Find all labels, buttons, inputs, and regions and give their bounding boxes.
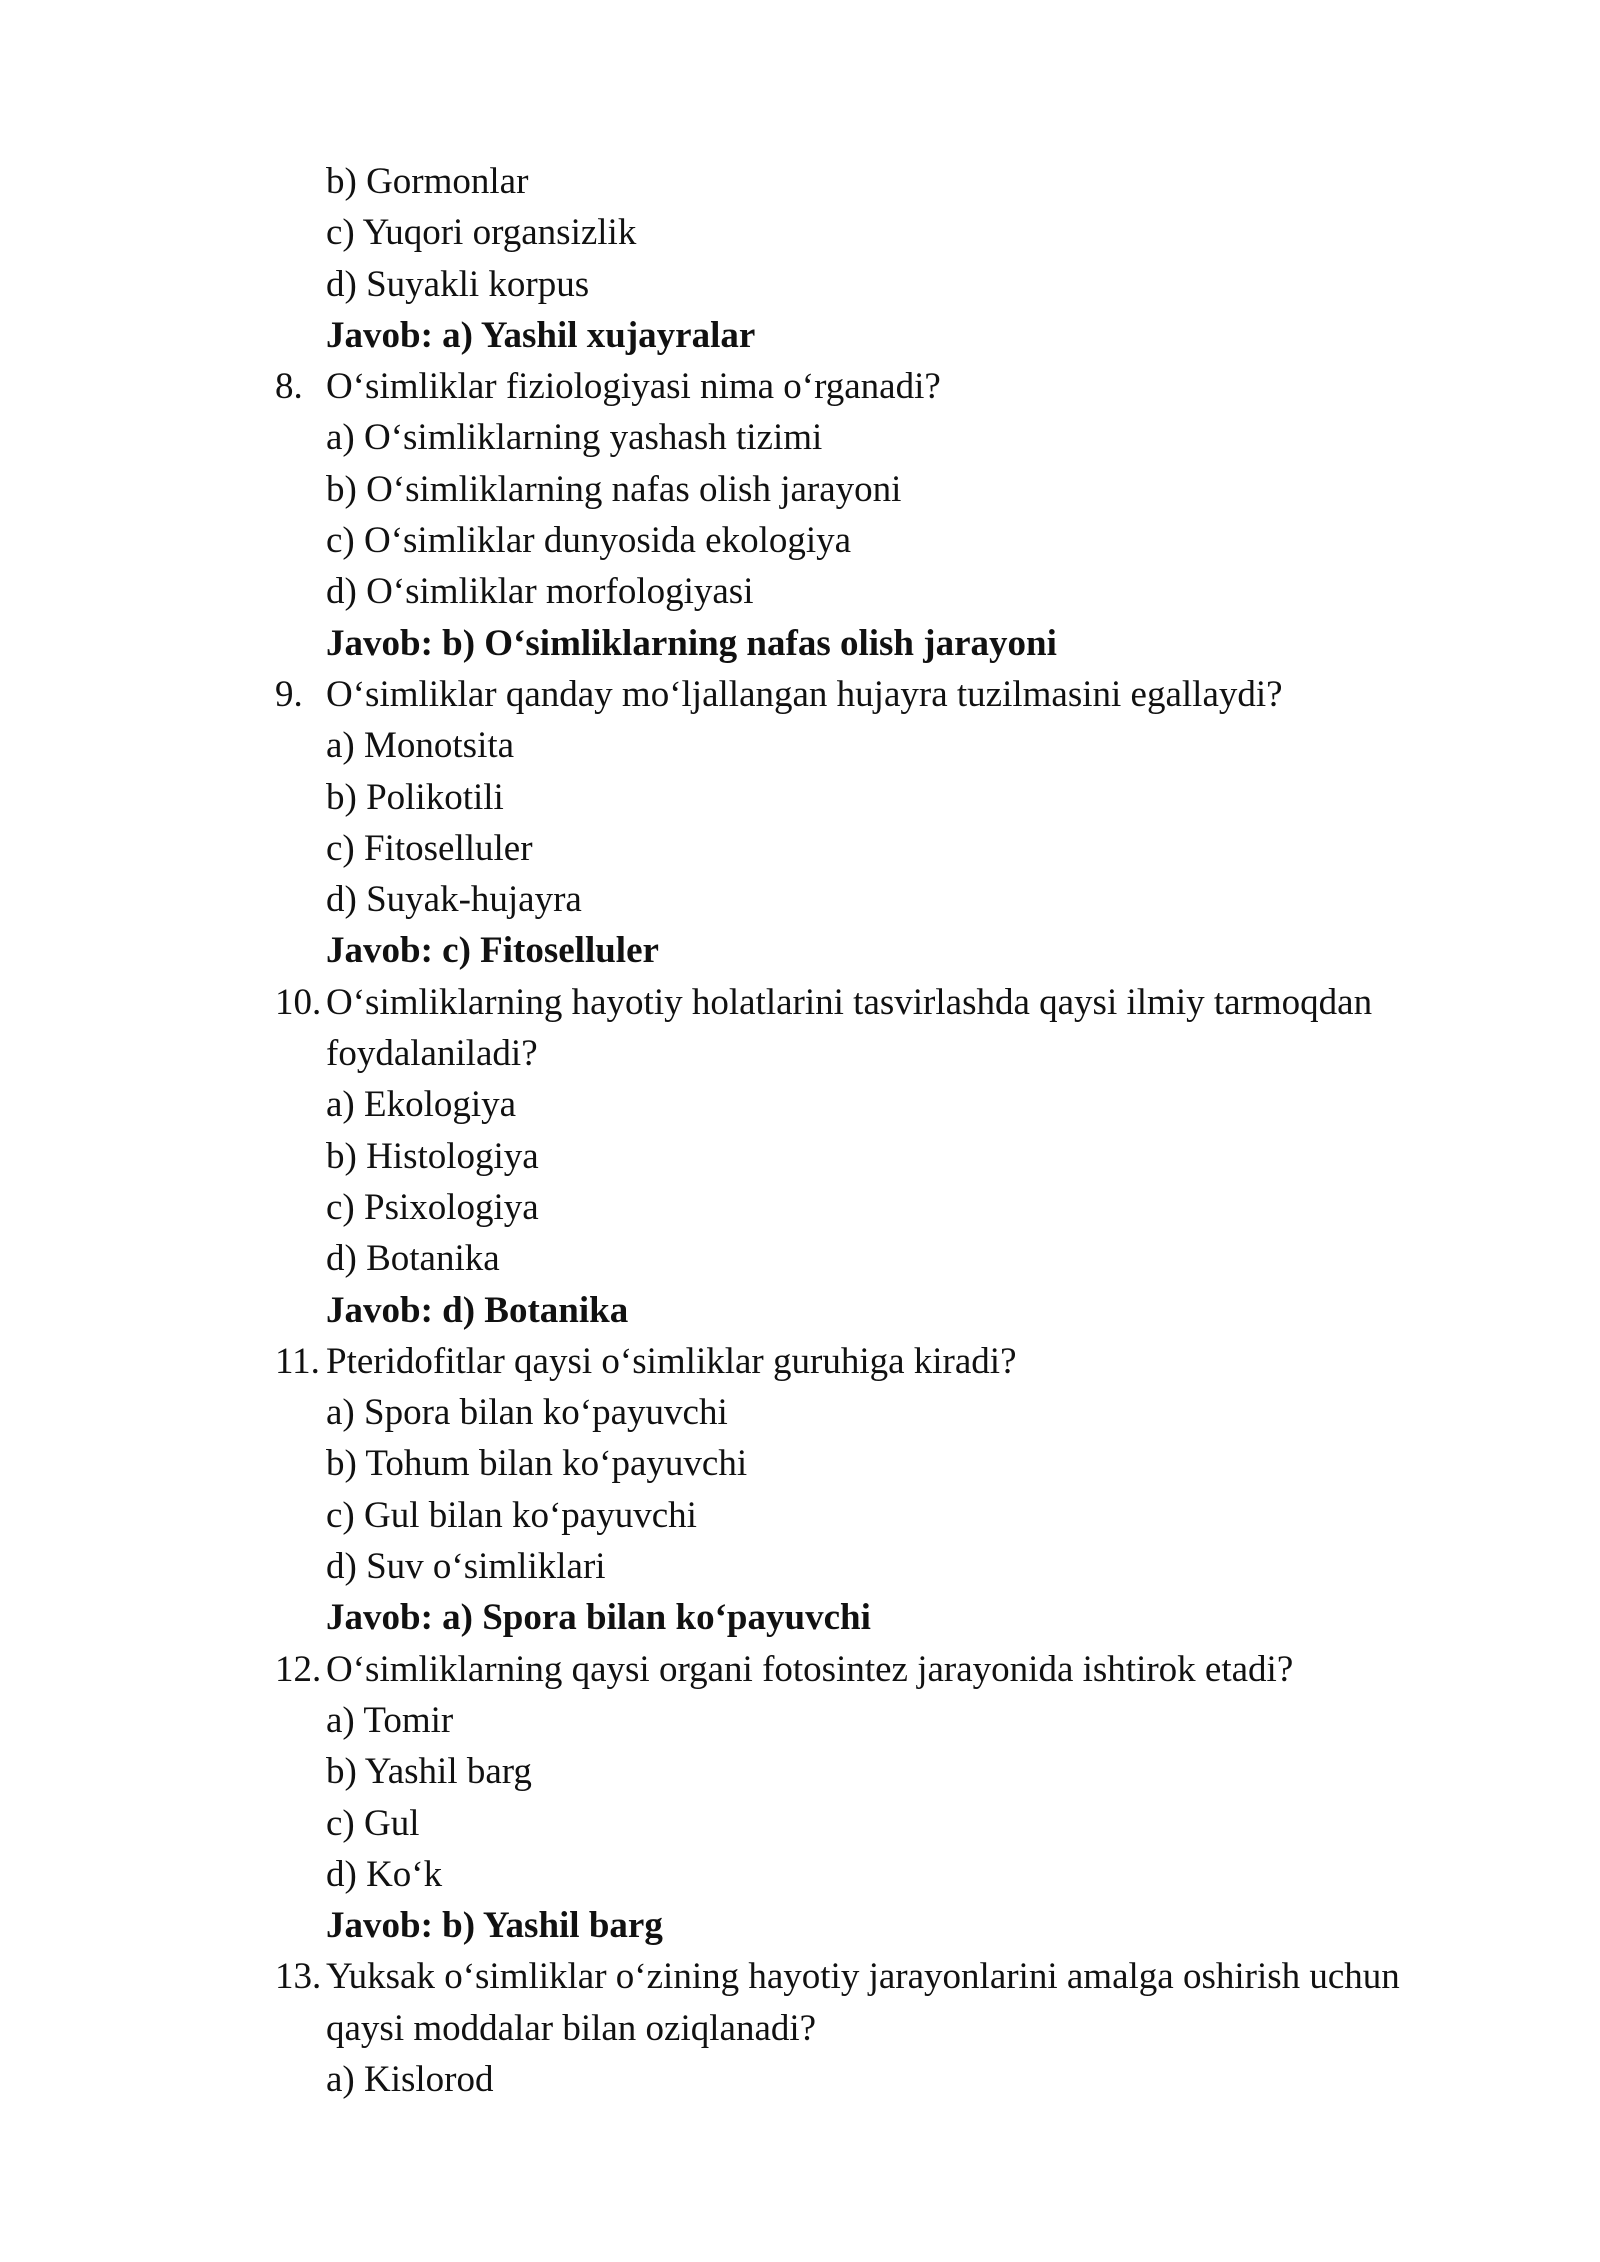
option-text: c) Fitoselluler [326,827,533,869]
question-9 [0,669,1600,977]
question-7-continued [0,156,1600,361]
question-number: 8. [275,366,303,408]
question-text: O‘simliklarning hayotiy holatlarini tasvirlashda qaysi ilmiy tarmoqdan [326,981,1373,1023]
option-line [0,2054,1600,2105]
option-line [0,1746,1600,1797]
answer-line [0,1900,1600,1951]
question-text: O‘simliklarning qaysi organi fotosintez jarayonida ishtirok etadi? [326,1648,1294,1690]
question-line-continued [0,2003,1600,2054]
answer-line [0,1285,1600,1336]
option-text: b) Gormonlar [326,161,529,202]
option-line [0,1131,1600,1182]
option-line [0,874,1600,925]
option-text: b) Histologiya [326,1135,539,1177]
answer-line [0,618,1600,669]
option-text: d) Suyak-hujayra [326,879,582,921]
question-number: 12. [275,1648,322,1690]
option-line [0,823,1600,874]
question-text: O‘simliklar qanday mo‘ljallangan hujayra tuzilmasini egallaydi? [326,673,1283,715]
option-text: a) Ekologiya [326,1084,517,1126]
option-text: c) O‘simliklar dunyosida ekologiya [326,520,852,562]
option-text: a) O‘simliklarning yashash tizimi [326,417,823,459]
question-line [0,1336,1600,1387]
option-text: b) Yashil barg [326,1751,532,1793]
option-line [0,1233,1600,1284]
option-text: d) Suyakli korpus [326,263,590,305]
answer-text: Javob: a) Yashil xujayralar [326,314,756,356]
option-text: d) Botanika [326,1238,500,1280]
question-number: 11. [275,1340,320,1382]
option-line [0,412,1600,463]
option-text: b) O‘simliklarning nafas olish jarayoni [326,468,902,510]
answer-text: Javob: c) Fitoselluler [326,930,659,972]
question-number: 13. [275,1956,322,1998]
question-line [0,361,1600,412]
option-text: d) Suv o‘simliklari [326,1546,606,1588]
option-line [0,566,1600,617]
option-line [0,1182,1600,1233]
option-text: b) Tohum bilan ko‘payuvchi [326,1443,748,1485]
question-text: Pteridofitlar qaysi o‘simliklar guruhiga kiradi? [326,1340,1017,1382]
answer-line [0,310,1600,361]
question-11 [0,1336,1600,1644]
option-line [0,772,1600,823]
question-text: Yuksak o‘simliklar o‘zining hayotiy jarayonlarini amalga oshirish uchun [326,1956,1400,1998]
option-line [0,259,1600,310]
option-text: c) Yuqori organsizlik [326,212,637,254]
question-text: qaysi moddalar bilan oziqlanadi? [326,2007,817,2049]
option-text: a) Monotsita [326,725,515,767]
answer-text: Javob: b) Yashil barg [326,1905,663,1947]
question-12 [0,1644,1600,1952]
answer-text: Javob: a) Spora bilan ko‘payuvchi [326,1597,871,1639]
option-line [0,720,1600,771]
option-text: c) Psixologiya [326,1186,539,1228]
option-line [0,1849,1600,1900]
option-line [0,464,1600,515]
option-text: c) Gul bilan ko‘payuvchi [326,1494,697,1536]
option-line [0,1490,1600,1541]
answer-text: Javob: d) Botanika [326,1289,629,1331]
option-text: a) Kislorod [326,2058,494,2100]
question-number: 9. [275,673,303,715]
option-text: a) Tomir [326,1699,454,1741]
option-text: d) O‘simliklar morfologiyasi [326,571,754,613]
option-line [0,1695,1600,1746]
answer-line [0,1592,1600,1643]
option-text: d) Ko‘k [326,1853,443,1895]
question-10 [0,977,1600,1336]
question-13 [0,1951,1600,2105]
option-line [0,207,1600,258]
question-8 [0,361,1600,669]
option-line [0,1798,1600,1849]
question-number: 10. [275,981,322,1023]
question-line-continued [0,1028,1600,1079]
answer-line [0,925,1600,976]
question-text: O‘simliklar fiziologiyasi nima o‘rganadi? [326,366,941,408]
question-line [0,1951,1600,2002]
question-line [0,669,1600,720]
question-text: foydalaniladi? [326,1033,538,1075]
option-line [0,1438,1600,1489]
question-line [0,1644,1600,1695]
option-text: a) Spora bilan ko‘payuvchi [326,1392,728,1434]
option-text: b) Polikotili [326,776,504,818]
option-line [0,156,1600,207]
option-line [0,515,1600,566]
option-text: c) Gul [326,1802,420,1844]
option-line [0,1079,1600,1130]
option-line [0,1541,1600,1592]
answer-text: Javob: b) O‘simliklarning nafas olish jarayoni [326,622,1057,664]
quiz-content [0,156,1600,2105]
option-line [0,1387,1600,1438]
question-line [0,977,1600,1028]
